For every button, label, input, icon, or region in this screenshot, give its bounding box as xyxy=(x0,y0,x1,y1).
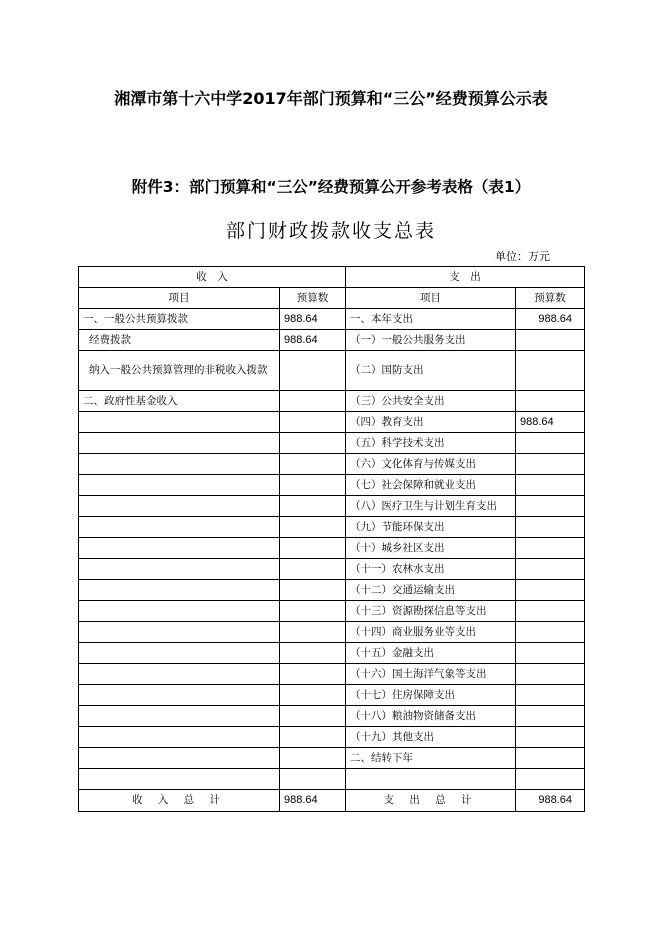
income-item-cell: 二、政府性基金收入 xyxy=(79,391,280,412)
income-value-cell xyxy=(280,727,346,748)
expense-value-cell xyxy=(516,685,585,706)
income-item-cell xyxy=(79,601,280,622)
table-row xyxy=(79,706,585,727)
expense-value-cell xyxy=(516,351,585,391)
income-value-cell xyxy=(280,580,346,601)
expense-item-cell xyxy=(346,769,516,790)
expense-value-cell: 988.64 xyxy=(516,309,585,330)
income-value-cell xyxy=(280,643,346,664)
income-value-cell xyxy=(280,601,346,622)
expense-value-cell: 988.64 xyxy=(516,412,585,433)
income-value-cell xyxy=(280,475,346,496)
income-total-value: 988.64 xyxy=(280,790,346,812)
expense-value-cell xyxy=(516,517,585,538)
expense-value-cell xyxy=(516,643,585,664)
expense-total-value: 988.64 xyxy=(516,790,585,812)
income-value-cell xyxy=(280,559,346,580)
income-item-cell xyxy=(79,685,280,706)
income-item-cell xyxy=(79,580,280,601)
income-item-cell xyxy=(79,538,280,559)
table-row xyxy=(79,433,585,454)
income-item-cell xyxy=(79,517,280,538)
expense-value-cell xyxy=(516,769,585,790)
income-item-cell xyxy=(79,727,280,748)
expense-budget-column-header: 预算数 xyxy=(516,288,585,309)
expense-value-cell xyxy=(516,622,585,643)
income-value-cell xyxy=(280,391,346,412)
income-value-cell xyxy=(280,664,346,685)
income-item-cell xyxy=(79,748,280,769)
income-item-cell xyxy=(79,769,280,790)
income-item-cell xyxy=(79,454,280,475)
table-row xyxy=(79,496,585,517)
table-row xyxy=(79,351,585,391)
expense-item-cell: （十四）商业服务业等支出 xyxy=(346,622,516,643)
income-value-cell xyxy=(280,351,346,391)
table-row xyxy=(79,412,585,433)
expense-item-cell: （十七）住房保障支出 xyxy=(346,685,516,706)
income-item-cell xyxy=(79,706,280,727)
income-value-cell xyxy=(280,748,346,769)
table-row xyxy=(79,643,585,664)
expense-value-cell xyxy=(516,391,585,412)
income-value-cell xyxy=(280,454,346,475)
table-row xyxy=(79,622,585,643)
table-row xyxy=(79,580,585,601)
income-value-cell xyxy=(280,769,346,790)
income-item-column-header: 项目 xyxy=(79,288,280,309)
table-row xyxy=(79,330,585,351)
expense-value-cell xyxy=(516,538,585,559)
income-budget-column-header: 预算数 xyxy=(280,288,346,309)
expense-value-cell xyxy=(516,559,585,580)
expense-item-cell: 二、结转下年 xyxy=(346,748,516,769)
total-row xyxy=(79,790,585,812)
expense-item-cell: （一）一般公共服务支出 xyxy=(346,330,516,351)
expense-header: 支 出 xyxy=(346,267,585,288)
expense-item-cell: （十）城乡社区支出 xyxy=(346,538,516,559)
income-item-cell xyxy=(79,559,280,580)
table-row xyxy=(79,391,585,412)
expense-item-cell: （三）公共安全支出 xyxy=(346,391,516,412)
expense-value-cell xyxy=(516,475,585,496)
table-row xyxy=(79,601,585,622)
budget-table xyxy=(78,266,585,812)
expense-value-cell xyxy=(516,580,585,601)
expense-item-cell: （十八）粮油物资储备支出 xyxy=(346,706,516,727)
expense-item-cell: （十九）其他支出 xyxy=(346,727,516,748)
income-value-cell: 988.64 xyxy=(280,330,346,351)
expense-item-cell: （七）社会保障和就业支出 xyxy=(346,475,516,496)
attachment-title: 附件3：部门预算和“三公”经费预算公开参考表格（表1） xyxy=(131,178,531,196)
income-item-cell: 经费拨款 xyxy=(79,330,280,351)
income-item-cell xyxy=(79,622,280,643)
expense-item-cell: （九）节能环保支出 xyxy=(346,517,516,538)
expense-item-cell: （十一）农林水支出 xyxy=(346,559,516,580)
table-row xyxy=(79,559,585,580)
expense-item-cell: （六）文化体育与传媒支出 xyxy=(346,454,516,475)
expense-item-cell: （四）教育支出 xyxy=(346,412,516,433)
column-header-row xyxy=(79,288,585,309)
table-row xyxy=(79,517,585,538)
expense-item-cell: 一、本年支出 xyxy=(346,309,516,330)
expense-item-cell: （二）国防支出 xyxy=(346,351,516,391)
expense-total-label: 支 出 总 计 xyxy=(346,790,516,812)
income-item-cell xyxy=(79,643,280,664)
expense-value-cell xyxy=(516,727,585,748)
table-row xyxy=(79,538,585,559)
income-item-cell xyxy=(79,475,280,496)
income-value-cell xyxy=(280,538,346,559)
income-value-cell xyxy=(280,706,346,727)
expense-value-cell xyxy=(516,601,585,622)
expense-value-cell xyxy=(516,496,585,517)
table-row xyxy=(79,769,585,790)
table-row xyxy=(79,664,585,685)
expense-value-cell xyxy=(516,664,585,685)
table-row xyxy=(79,454,585,475)
section-header-row xyxy=(79,267,585,288)
table-row xyxy=(79,475,585,496)
expense-item-cell: （十五）金融支出 xyxy=(346,643,516,664)
expense-value-cell xyxy=(516,330,585,351)
expense-item-cell: （十二）交通运输支出 xyxy=(346,580,516,601)
table-title: 部门财政拨款收支总表 xyxy=(225,220,436,242)
expense-item-cell: （十三）资源勘探信息等支出 xyxy=(346,601,516,622)
expense-value-cell xyxy=(516,454,585,475)
expense-item-cell: （五）科学技术支出 xyxy=(346,433,516,454)
expense-value-cell xyxy=(516,748,585,769)
expense-item-cell: （八）医疗卫生与计划生育支出 xyxy=(346,496,516,517)
expense-value-cell xyxy=(516,706,585,727)
table-row xyxy=(79,309,585,330)
income-value-cell xyxy=(280,496,346,517)
unit-label: 单位：万元 xyxy=(495,250,550,263)
income-value-cell xyxy=(280,412,346,433)
income-value-cell xyxy=(280,685,346,706)
table-row xyxy=(79,748,585,769)
expense-item-cell: （十六）国土海洋气象等支出 xyxy=(346,664,516,685)
income-item-cell xyxy=(79,433,280,454)
table-row xyxy=(79,685,585,706)
income-value-cell xyxy=(280,622,346,643)
income-header: 收 入 xyxy=(79,267,346,288)
income-item-cell xyxy=(79,496,280,517)
income-value-cell xyxy=(280,517,346,538)
income-value-cell xyxy=(280,433,346,454)
income-total-label: 收 入 总 计 xyxy=(79,790,280,812)
document-title: 湘潭市第十六中学2017年部门预算和“三公”经费预算公示表 xyxy=(114,89,548,108)
expense-value-cell xyxy=(516,433,585,454)
table-row xyxy=(79,727,585,748)
income-item-cell: 纳入一般公共预算管理的非税收入拨款 xyxy=(79,351,280,391)
income-item-cell xyxy=(79,664,280,685)
income-item-cell: 一、一般公共预算拨款 xyxy=(79,309,280,330)
income-item-cell xyxy=(79,412,280,433)
expense-item-column-header: 项目 xyxy=(346,288,516,309)
income-value-cell: 988.64 xyxy=(280,309,346,330)
